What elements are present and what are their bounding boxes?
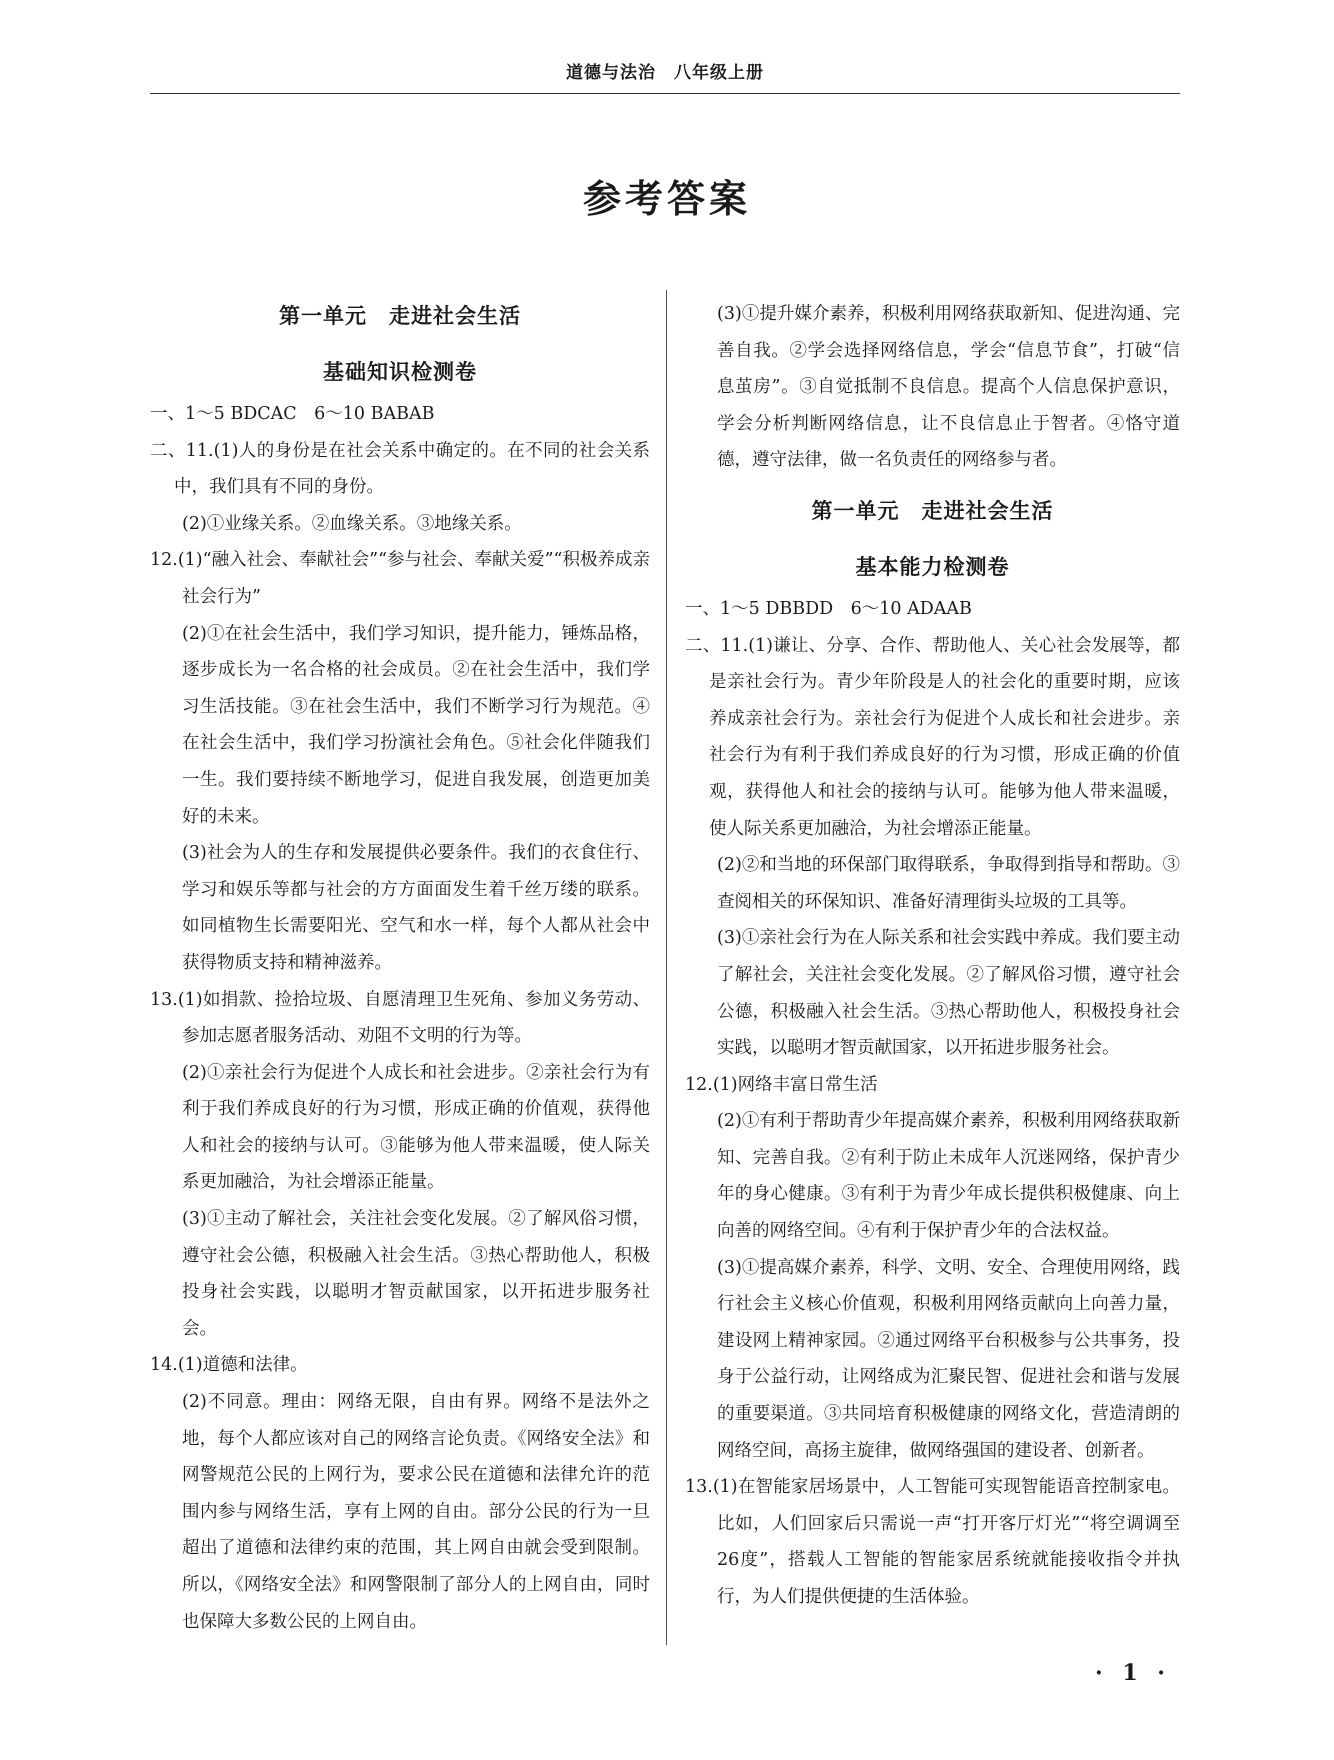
left-column <box>150 296 650 1640</box>
answer-paragraph: (2)①在社会生活中，我们学习知识，提升能力，锤炼品格，逐步成长为一名合格的社会成员。②在社会生活中，我们学习生活技能。③在社会生活中，我们不断学习行为规范。④在社会生活中，我们学习扮演社会角色。⑤社会化伴随我们一生。我们要持续不断地学习，促进自我发展，创造更加美好的未来。 <box>182 623 650 827</box>
page-number: · 1 · <box>1095 1660 1171 1686</box>
test-title: 基础知识检测卷 <box>323 359 477 384</box>
header-rule <box>150 93 1180 94</box>
answer-paragraph: (3)①提高媒介素养，科学、文明、安全、合理使用网络，践行社会主义核心价值观，积极利用网络贡献向上向善力量，建设网上精神家园。②通过网络平台积极参与公共事务，投身于公益行动，让网络成为汇聚民智、促进社会和谐与发展的重要渠道。③共同培育积极健康的网络文化，营造清朗的网络空间，高扬主旋律，做网络强国的建设者、创新者。 <box>717 1257 1180 1461</box>
answer-paragraph: (3)①主动了解社会，关注社会变化发展。②了解风俗习惯，遵守社会公德，积极融入社会生活。③热心帮助他人，积极投身社会实践，以聪明才智贡献国家，以开拓进步服务社会。 <box>182 1209 650 1339</box>
unit-title: 第一单元 走进社会生活 <box>811 497 1054 523</box>
answer-paragraph: 13.(1)在智能家居场景中，人工智能可实现智能语音控制家电。比如，人们回家后只需说一声“打开客厅灯光”“将空调调至26度”，搭载人工智能的智能家居系统就能接收指令并执行，为人们提供便捷的生活体验。 <box>685 1477 1180 1607</box>
answer-paragraph: (2)②和当地的环保部门取得联系，争取得到指导和帮助。③查阅相关的环保知识、准备好清理街头垃圾的工具等。 <box>717 855 1180 912</box>
answer-paragraph: (2)①有利于帮助青少年提高媒介素养，积极利用网络获取新知、完善自我。②有利于防止未成年人沉迷网络，保护青少年的身心健康。③有利于为青少年成长提供积极健康、向上向善的网络空间。④有利于保护青少年的合法权益。 <box>717 1111 1180 1242</box>
page-header: 道德与法治 八年级上册 <box>566 63 764 83</box>
unit-title: 第一单元 走进社会生活 <box>279 303 521 328</box>
answer-paragraph: (3)①亲社会行为在人际关系和社会实践中养成。我们要主动了解社会，关注社会变化发展。②了解风俗习惯，遵守社会公德，积极融入社会生活。③热心帮助他人，积极投身社会实践，以聪明才智贡献国家，以开拓进步服务社会。 <box>717 928 1180 1059</box>
answer-paragraph: (3)社会为人的生存和发展提供必要条件。我们的衣食住行、学习和娱乐等都与社会的方方面面发生着千丝万缕的联系。如同植物生长需要阳光、空气和水一样，每个人都从社会中获得物质支持和精神滋养。 <box>182 843 650 973</box>
test-title: 基本能力检测卷 <box>855 553 1010 579</box>
answer-paragraph: 12.(1)“融入社会、奉献社会”“参与社会、奉献关爱”“积极养成亲社会行为” <box>150 550 650 607</box>
answer-paragraph: 14.(1)道德和法律。 <box>150 1355 308 1376</box>
answer-paragraph: 二、11.(1)人的身份是在社会关系中确定的。在不同的社会关系中，我们具有不同的身份。 <box>150 440 650 498</box>
right-column <box>685 296 1180 1616</box>
page-title: 参考答案 <box>582 176 751 221</box>
answer-paragraph: 二、11.(1)谦让、分享、合作、帮助他人、关心社会发展等，都是亲社会行为。青少年阶段是人的社会化的重要时期，应该养成亲社会行为。亲社会行为促进个人成长和社会进步。亲社会行为有利于我们养成良好的行为习惯，形成正确的价值观，获得他人和社会的接纳与认可。能够为他人带来温暖，使人际关系更加融洽，为社会增添正能量。 <box>685 635 1180 839</box>
answer-paragraph: (2)不同意。理由：网络无限，自由有界。网络不是法外之地，每个人都应该对自己的网络言论负责。《网络安全法》和网警规范公民的上网行为，要求公民在道德和法律允许的范围内参与网络生活，享有上网的自由。部分公民的行为一旦超出了道德和法律约束的范围，其上网自由就会受到限制。所以，《网络安全法》和网警限制了部分人的上网自由，同时也保障大多数公民的上网自由。 <box>182 1392 650 1632</box>
answer-paragraph: (3)①提升媒介素养，积极利用网络获取新知、促进沟通、完善自我。②学会选择网络信息，学会“信息节食”，打破“信息茧房”。③自觉抵制不良信息。提高个人信息保护意识，学会分析判断网络信息，让不良信息止于智者。④恪守道德，遵守法律，做一名负责任的网络参与者。 <box>717 304 1180 471</box>
answer-paragraph: (2)①亲社会行为促进个人成长和社会进步。②亲社会行为有利于我们养成良好的行为习惯，形成正确的价值观，获得他人和社会的接纳与认可。③能够为他人带来温暖，使人际关系更加融洽，为社会增添正能量。 <box>182 1062 650 1193</box>
answer-paragraph: (2)①业缘关系。②血缘关系。③地缘关系。 <box>182 513 522 534</box>
answer-paragraph: 13.(1)如捐款、捡拾垃圾、自愿清理卫生死角、参加义务劳动、参加志愿者服务活动、劝阻不文明的行为等。 <box>150 989 650 1047</box>
answer-paragraph: 一、1～5 DBBDD 6～10 ADAAB <box>685 598 972 619</box>
answer-paragraph: 一、1～5 BDCAC 6～10 BABAB <box>150 404 435 424</box>
answer-paragraph: 12.(1)网络丰富日常生活 <box>685 1074 878 1095</box>
column-divider <box>666 290 667 1645</box>
